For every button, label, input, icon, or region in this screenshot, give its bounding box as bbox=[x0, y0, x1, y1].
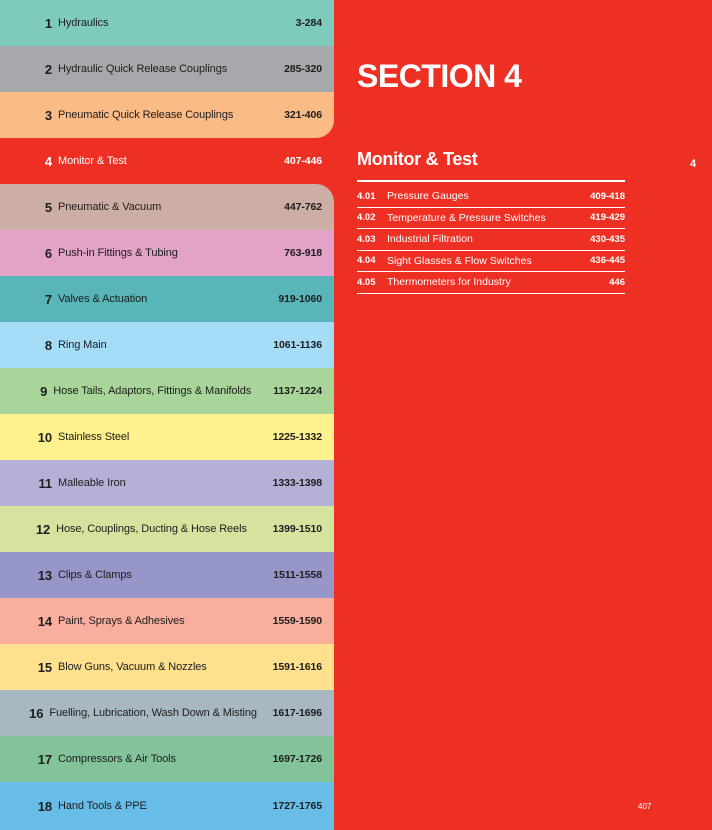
tab-label: Hose, Couplings, Ducting & Hose Reels bbox=[56, 523, 247, 535]
tab-page-range: 1559-1590 bbox=[272, 615, 322, 627]
tab-number: 16 bbox=[29, 705, 44, 721]
subsection-title: Sight Glasses & Flow Switches bbox=[387, 254, 532, 267]
section-tab-8[interactable] bbox=[0, 322, 334, 368]
section-tab-5[interactable] bbox=[0, 184, 334, 230]
tab-number: 9 bbox=[40, 383, 48, 399]
tab-label: Compressors & Air Tools bbox=[58, 753, 176, 765]
tab-number: 4 bbox=[44, 153, 52, 169]
section-tab-3[interactable] bbox=[0, 92, 334, 138]
tab-page-range: 1591-1616 bbox=[272, 661, 322, 673]
section-tab-list bbox=[0, 0, 334, 830]
section-tab-1[interactable] bbox=[0, 0, 334, 46]
tab-page-range: 1511-1558 bbox=[273, 569, 322, 581]
tab-number: 8 bbox=[44, 337, 52, 353]
tab-page-range: 1697-1726 bbox=[272, 753, 322, 765]
tab-label: Ring Main bbox=[58, 339, 107, 351]
section-heading: SECTION 4 bbox=[357, 58, 522, 94]
section-tab-2[interactable] bbox=[0, 46, 334, 92]
section-tab-6[interactable] bbox=[0, 230, 334, 276]
subsection-code: 4.01 bbox=[357, 190, 376, 202]
tab-label: Valves & Actuation bbox=[58, 293, 148, 305]
tab-label: Fuelling, Lubrication, Wash Down & Misting bbox=[49, 707, 257, 719]
tab-page-range: 285-320 bbox=[284, 63, 322, 75]
tab-label: Hand Tools & PPE bbox=[58, 800, 147, 812]
tab-page-range: 1399-1510 bbox=[272, 523, 322, 535]
tab-label: Pneumatic Quick Release Couplings bbox=[58, 109, 234, 121]
section-tab-18[interactable] bbox=[0, 782, 334, 830]
subsection-title: Industrial Filtration bbox=[387, 233, 473, 246]
subsection-code: 4.03 bbox=[357, 233, 376, 245]
section-tab-14[interactable] bbox=[0, 598, 334, 644]
contents-row[interactable] bbox=[357, 229, 625, 251]
tab-page-range: 1727-1765 bbox=[272, 800, 322, 812]
tab-page-range: 1061-1136 bbox=[273, 339, 322, 351]
tab-label: Hydraulic Quick Release Couplings bbox=[58, 63, 228, 75]
tab-page-range: 447-762 bbox=[284, 201, 322, 213]
page-number: 407 bbox=[638, 802, 652, 811]
section-title: Monitor & Test bbox=[357, 149, 478, 169]
tab-label: Hose Tails, Adaptors, Fittings & Manifolds bbox=[53, 385, 252, 397]
subsection-title: Pressure Gauges bbox=[387, 190, 469, 203]
tab-label: Monitor & Test bbox=[58, 155, 127, 167]
subsection-title: Thermometers for Industry bbox=[387, 276, 511, 289]
tab-label: Clips & Clamps bbox=[58, 569, 132, 581]
tab-page-range: 1225-1332 bbox=[272, 431, 322, 443]
subsection-code: 4.05 bbox=[357, 276, 376, 288]
tab-page-range: 1333-1398 bbox=[272, 477, 322, 489]
section-tab-15[interactable] bbox=[0, 644, 334, 690]
tab-number: 18 bbox=[37, 798, 52, 814]
tab-number: 2 bbox=[44, 61, 52, 77]
tab-number: 11 bbox=[38, 475, 52, 491]
title-underline bbox=[357, 180, 625, 182]
contents-row[interactable] bbox=[357, 208, 625, 230]
tab-number: 6 bbox=[44, 245, 52, 261]
tab-page-range: 1137-1224 bbox=[273, 385, 322, 397]
tab-label: Blow Guns, Vacuum & Nozzles bbox=[58, 661, 207, 673]
tab-number: 5 bbox=[44, 199, 52, 215]
tab-number: 10 bbox=[37, 429, 52, 445]
tab-page-range: 3-284 bbox=[295, 17, 322, 29]
section-tab-7[interactable] bbox=[0, 276, 334, 322]
subsection-code: 4.02 bbox=[357, 212, 376, 224]
tab-number: 15 bbox=[37, 659, 52, 675]
section-contents-list bbox=[357, 186, 625, 294]
tab-number: 13 bbox=[37, 567, 52, 583]
tab-number: 12 bbox=[35, 521, 51, 537]
subsection-page-range: 419-429 bbox=[590, 212, 625, 224]
tab-number: 14 bbox=[37, 613, 52, 629]
subsection-title: Temperature & Pressure Switches bbox=[387, 211, 546, 224]
tab-label: Paint, Sprays & Adhesives bbox=[58, 615, 185, 627]
contents-row[interactable] bbox=[357, 186, 625, 208]
tab-page-range: 1617-1696 bbox=[272, 707, 322, 719]
section-tab-13[interactable] bbox=[0, 552, 334, 598]
section-tab-16[interactable] bbox=[0, 690, 334, 736]
tab-page-range: 407-446 bbox=[284, 155, 322, 167]
tab-number: 7 bbox=[44, 291, 52, 307]
contents-row[interactable] bbox=[357, 272, 625, 294]
subsection-page-range: 436-445 bbox=[590, 255, 625, 267]
subsection-code: 4.04 bbox=[357, 255, 376, 267]
subsection-page-range: 430-435 bbox=[590, 233, 625, 245]
tab-label: Hydraulics bbox=[58, 17, 109, 29]
tab-number: 3 bbox=[44, 107, 52, 123]
section-tab-10[interactable] bbox=[0, 414, 334, 460]
tab-page-range: 763-918 bbox=[284, 247, 322, 259]
tab-number: 1 bbox=[44, 15, 52, 31]
section-tab-12[interactable] bbox=[0, 506, 334, 552]
subsection-page-range: 446 bbox=[609, 276, 625, 288]
section-tab-9[interactable] bbox=[0, 368, 334, 414]
section-tab-11[interactable] bbox=[0, 460, 334, 506]
tab-page-range: 321-406 bbox=[284, 109, 322, 121]
tab-number: 17 bbox=[37, 751, 52, 767]
section-tab-4[interactable] bbox=[0, 138, 334, 184]
tab-label: Malleable Iron bbox=[58, 477, 126, 489]
subsection-page-range: 409-418 bbox=[590, 190, 625, 202]
side-tab-number: 4 bbox=[690, 158, 697, 170]
tab-label: Push-in Fittings & Tubing bbox=[58, 247, 178, 259]
contents-row[interactable] bbox=[357, 251, 625, 273]
tab-label: Stainless Steel bbox=[58, 431, 130, 443]
section-tab-17[interactable] bbox=[0, 736, 334, 782]
tab-label: Pneumatic & Vacuum bbox=[58, 201, 162, 213]
tab-page-range: 919-1060 bbox=[278, 293, 322, 305]
